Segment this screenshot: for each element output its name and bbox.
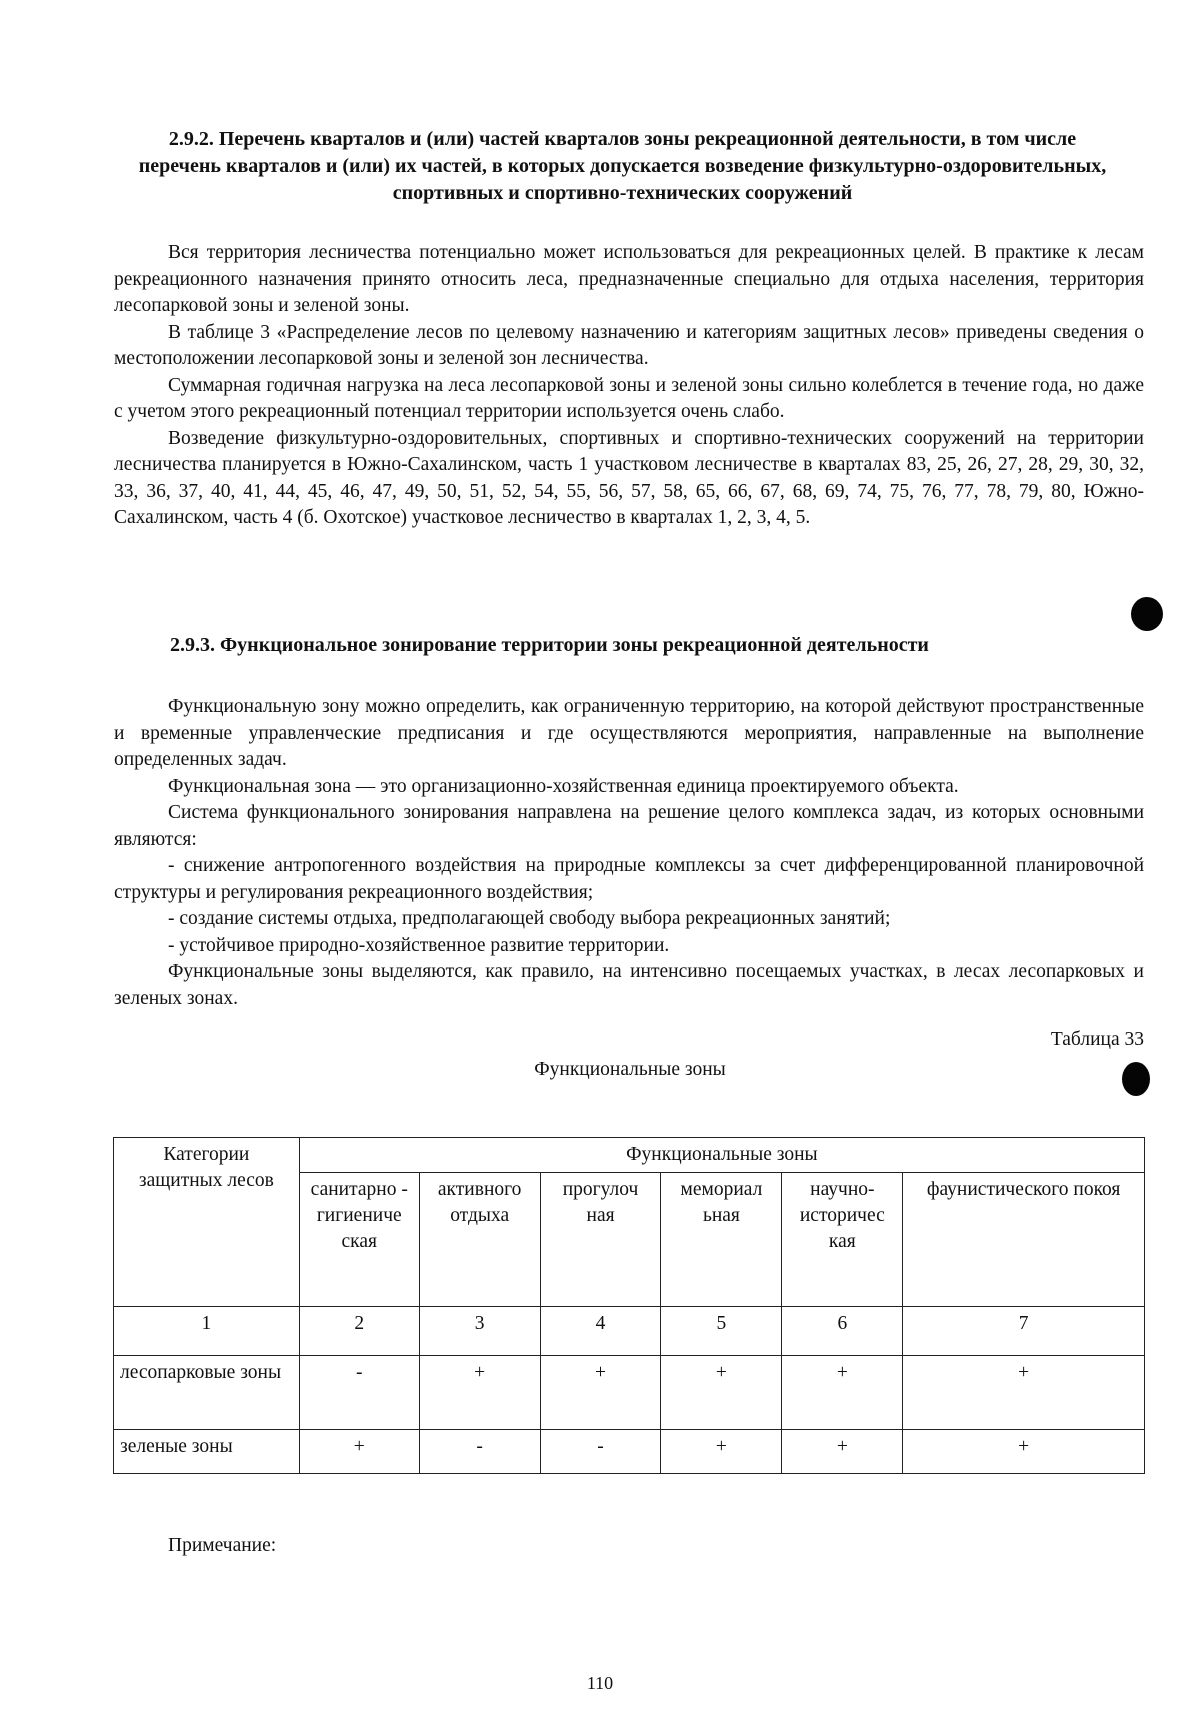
paragraph: Функциональную зону можно определить, как ограниченную территорию, на которой действуют пространственные и временные управленческие предписания и где осуществляются мероприятия, направленные на выполнение определенных задач. xyxy=(114,696,1144,770)
table-header-zone: активного отдыха xyxy=(419,1173,540,1307)
page-number: 110 xyxy=(586,1673,614,1693)
section-heading-2-9-3: 2.9.3. Функциональное зонирование территории зоны рекреационной деятельности xyxy=(170,634,929,656)
table-header-zone: мемориал ьная xyxy=(661,1173,782,1307)
table-cell: + xyxy=(903,1356,1145,1430)
list-item: - снижение антропогенного воздействия на природные комплексы за счет дифференцированной планировочной структуры и регулирования рекреационного воздействия; xyxy=(114,855,1144,903)
row-category: зеленые зоны xyxy=(114,1430,300,1474)
table-row xyxy=(114,1356,1145,1430)
table-header-category: Категории защитных лесов xyxy=(114,1138,300,1307)
ink-blot xyxy=(1131,597,1163,631)
table-row xyxy=(114,1430,1145,1474)
column-number: 1 xyxy=(114,1307,300,1356)
column-number: 2 xyxy=(299,1307,419,1356)
column-number: 7 xyxy=(903,1307,1145,1356)
table-cell: + xyxy=(661,1430,782,1474)
table-header-zone: научно- историчес кая xyxy=(782,1173,903,1307)
table-cell: + xyxy=(903,1430,1145,1474)
paragraph: Функциональная зона — это организационно-хозяйственная единица проектируемого объекта. xyxy=(168,775,959,797)
section-2-9-2-body xyxy=(114,240,1144,532)
table-header-zone: прогулоч ная xyxy=(540,1173,661,1307)
paragraph: Суммарная годичная нагрузка на леса лесопарковой зоны и зеленой зоны сильно колеблется в течение года, но даже с учетом этого рекреационный потенциал территории используется очень слабо. xyxy=(114,374,1144,422)
paragraph: В таблице 3 «Распределение лесов по целевому назначению и категориям защитных лесов» приведены сведения о местоположении лесопарковой зоны и зеленой зон лесничества. xyxy=(114,321,1144,369)
table-title: Функциональные зоны xyxy=(534,1059,726,1080)
table-header-zone: фаунистического покоя xyxy=(903,1173,1145,1307)
paragraph: Вся территория лесничества потенциально может использоваться для рекреационных целей. В практике к лесам рекреационного назначения принято относить леса, предназначенные специально для отдыха населения, территория лесопарковой зоны и зеленой зоны. xyxy=(114,242,1144,316)
paragraph: Функциональные зоны выделяются, как правило, на интенсивно посещаемых участках, в лесах лесопарковых и зеленых зонах. xyxy=(114,961,1144,1009)
row-category: лесопарковые зоны xyxy=(114,1356,300,1430)
table-cell: - xyxy=(419,1430,540,1474)
column-number: 4 xyxy=(540,1307,661,1356)
section-heading-2-9-2: 2.9.2. Перечень кварталов и (или) частей кварталов зоны рекреационной деятельности, в том числе перечень кварталов и (или) их частей, в которых допускается возведение физкультурно-оздоровительных, спортивных и спортивно-технических сооружений xyxy=(138,128,1107,204)
table-cell: + xyxy=(782,1430,903,1474)
list-item: - устойчивое природно-хозяйственное развитие территории. xyxy=(168,934,670,956)
table-number-label: Таблица 33 xyxy=(1050,1029,1144,1050)
list-item: - создание системы отдыха, предполагающей свободу выбора рекреационных занятий; xyxy=(168,908,891,929)
table-cell: + xyxy=(540,1356,661,1430)
table-row xyxy=(114,1307,1145,1356)
section-2-9-3-body xyxy=(114,694,1144,1012)
column-number: 6 xyxy=(782,1307,903,1356)
column-number: 3 xyxy=(419,1307,540,1356)
table-cell: + xyxy=(299,1430,419,1474)
paragraph: Возведение физкультурно-оздоровительных, спортивных и спортивно-технических сооружений на территории лесничества планируется в Южно-Сахалинском, часть 1 участковом лесничестве в кварталах 83, 25, 26, 27, 28, 29, 30, 32, 33, 36, 37, 40, 41, 44, 45, 46, 47, 49, 50, 51, 52, 54, 55, 56, 57, 58, 65, 66, 67, 68, 69, 74, 75, 76, 77, 78, 79, 80, Южно-Сахалинском, часть 4 (б. Охотское) участковое лесничество в кварталах 1, 2, 3, 4, 5. xyxy=(114,427,1144,528)
table-cell: + xyxy=(419,1356,540,1430)
table-cell: + xyxy=(661,1356,782,1430)
functional-zones-table xyxy=(113,1137,1145,1474)
table-header-group: Функциональные зоны xyxy=(299,1138,1144,1173)
paragraph: Система функционального зонирования направлена на решение целого комплекса задач, из которых основными являются: xyxy=(114,802,1144,850)
table-header-zone: санитарно - гигиениче ская xyxy=(299,1173,419,1307)
table-cell: - xyxy=(299,1356,419,1430)
note-label: Примечание: xyxy=(168,1535,277,1556)
table-cell: - xyxy=(540,1430,661,1474)
table-cell: + xyxy=(782,1356,903,1430)
ink-blot xyxy=(1122,1062,1150,1096)
column-number: 5 xyxy=(661,1307,782,1356)
